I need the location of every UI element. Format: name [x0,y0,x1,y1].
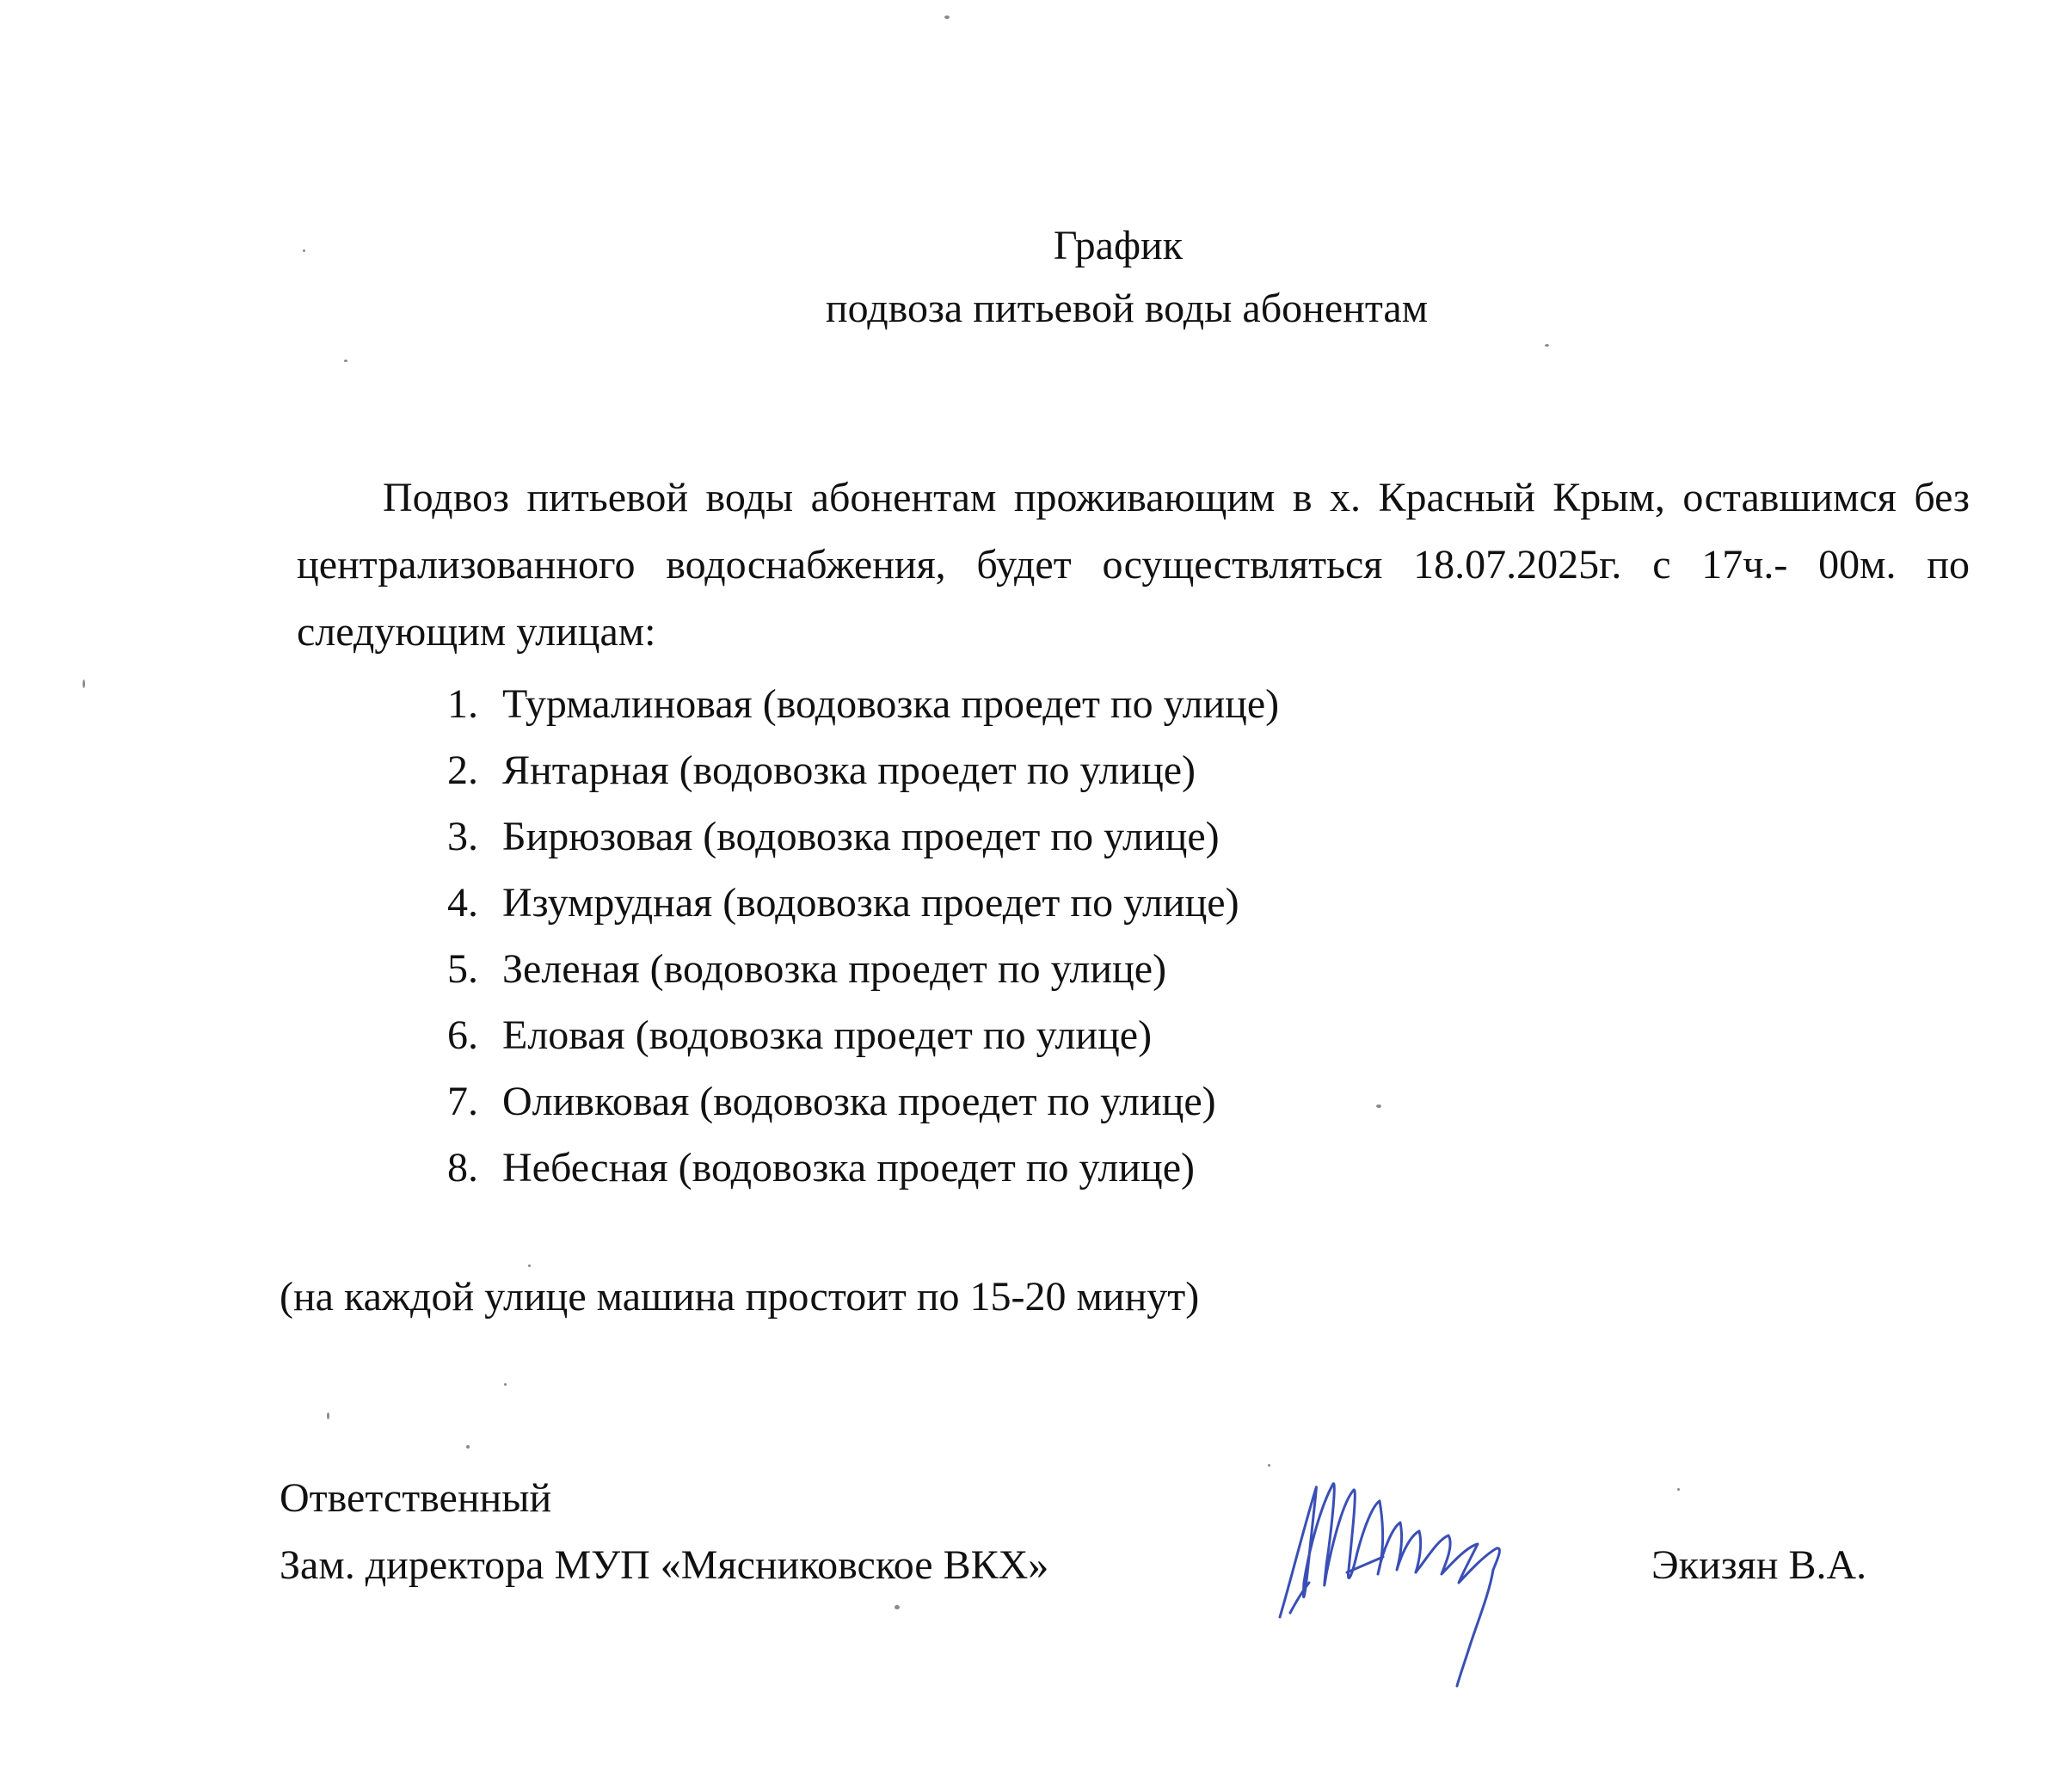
list-item-text: Оливковая (водовозка проедет по улице) [502,1079,1216,1124]
signature-image [1264,1454,1557,1695]
scan-speck [83,680,85,688]
signer-name: Экизян В.А. [1651,1542,1867,1588]
scan-speck [1545,344,1549,347]
list-item-number: 1. [447,681,478,727]
scan-speck [466,1445,470,1449]
scan-speck [327,1412,329,1419]
scan-speck [528,1264,531,1267]
list-item-text: Еловая (водовозка проедет по улице) [502,1012,1153,1058]
list-item [404,1068,1279,1135]
scan-speck [504,1383,507,1386]
list-item [404,737,1279,803]
document-subtitle: подвоза питьевой воды абонентам [825,286,1429,331]
scan-speck [303,249,305,252]
list-item-number: 6. [447,1012,478,1058]
scan-speck [895,1605,900,1609]
document-title: График [1053,223,1184,268]
list-item-text: Зеленая (водовозка проедет по улице) [502,946,1167,992]
list-item [404,870,1279,936]
responsible-label: Ответственный [280,1475,552,1521]
list-item-number: 2. [447,747,478,793]
list-item-number: 4. [447,880,478,926]
list-item [404,803,1279,870]
note-text: (на каждой улице машина простоит по 15-20 минут) [280,1274,1200,1320]
list-item [404,936,1279,1002]
list-item-number: 3. [447,814,478,859]
list-item-text: Небесная (водовозка проедет по улице) [502,1145,1196,1190]
list-item-text: Изумрудная (водовозка проедет по улице) [502,880,1239,926]
list-item-text: Бирюзовая (водовозка проедет по улице) [502,814,1220,859]
list-item-number: 5. [447,946,478,992]
list-item [404,671,1279,737]
list-item-number: 8. [447,1145,478,1190]
list-item [404,1135,1279,1201]
scan-speck [944,15,950,19]
signer-position: Зам. директора МУП «Мясниковское ВКХ» [280,1542,1049,1588]
street-list [404,671,1279,1201]
list-item-text: Турмалиновая (водовозка проедет по улице) [502,681,1280,727]
scan-speck [1677,1488,1680,1491]
scan-speck [1376,1104,1381,1108]
scan-speck [1268,1464,1270,1467]
scan-speck [344,360,347,362]
list-item-number: 7. [447,1079,478,1124]
intro-paragraph: Подвоз питьевой воды абонентам проживающим в х. Красный Крым, оставшимся без централизованного водоснабжения, будет осуществляться 18.07.2025г. с 17ч.- 00м. по следующим улицам: [297,475,1970,655]
list-item-text: Янтарная (водовозка проедет по улице) [502,747,1196,793]
list-item [404,1002,1279,1068]
